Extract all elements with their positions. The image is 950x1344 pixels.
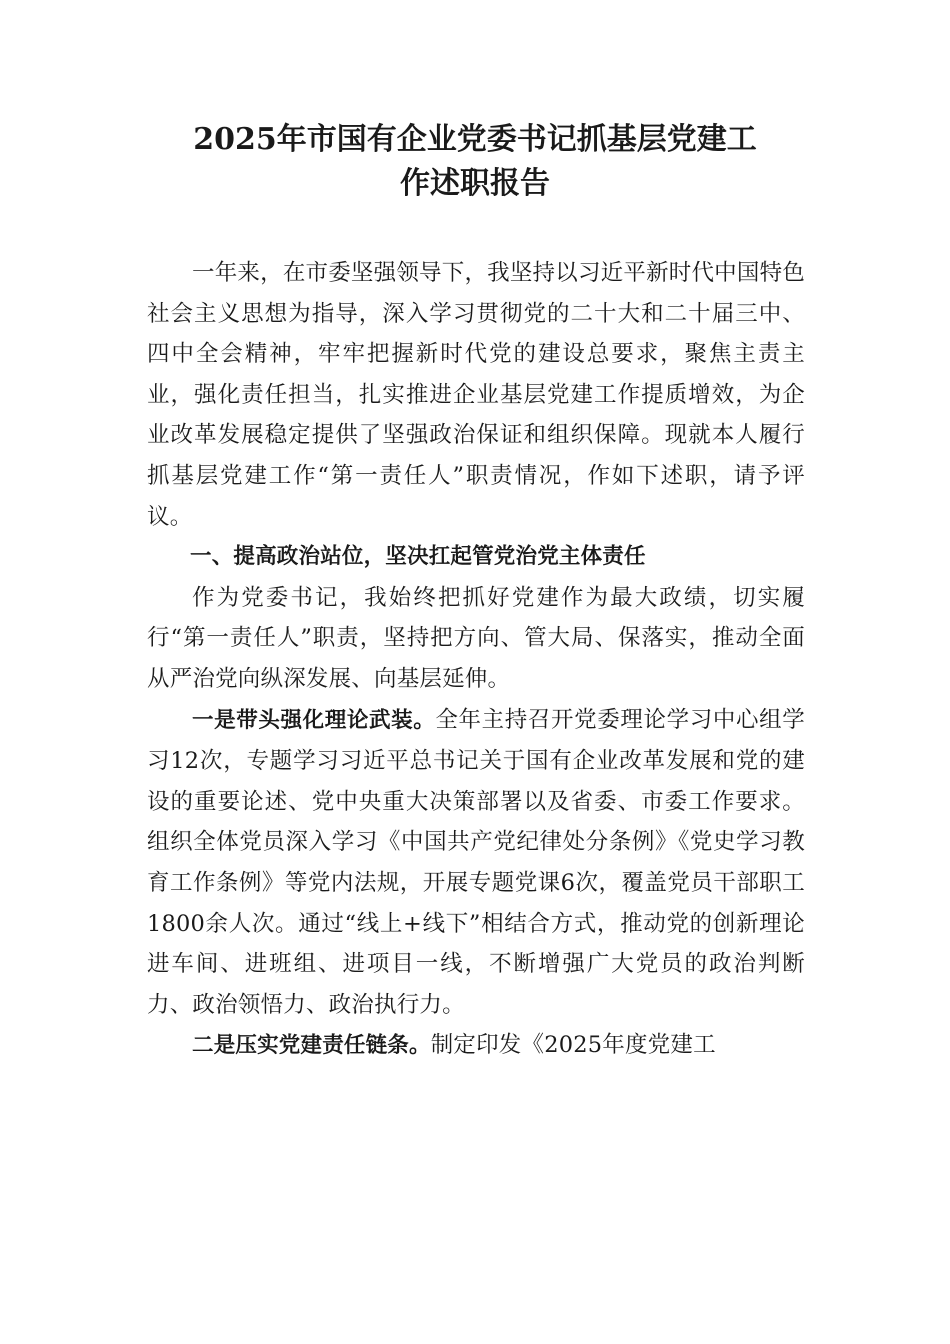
point-1-lead: 一是带头强化理论武装。 (192, 707, 436, 733)
point-2-text: 制定印发《2025年度党建工 (430, 1032, 716, 1059)
document-body (147, 253, 805, 1067)
intro-paragraph: 一年来，在市委坚强领导下，我坚持以习近平新时代中国特色社会主义思想为指导，深入学习贯彻党的二十大和二十届三中、四中全会精神，牢牢把握新时代党的建设总要求，聚焦主责主业，强化责任担当，扎实推进企业基层党建工作提质增效，为企业改革发展稳定提供了坚强政治保证和组织保障。现就本人履行抓基层党建工作“第一责任人”职责情况，作如下述职，请予评议。 (147, 260, 805, 530)
section-1-paragraph: 作为党委书记，我始终把抓好党建作为最大政绩，切实履行“第一责任人”职责，坚持把方向、管大局、保落实，推动全面从严治党向纵深发展、向基层延伸。 (147, 584, 805, 692)
point-2-paragraph (147, 1025, 805, 1067)
point-1-paragraph (147, 700, 805, 1026)
section-heading-1: 一、提高政治站位，坚决扛起管党治党主体责任 (190, 544, 646, 570)
point-1-text: 全年主持召开党委理论学习中心组学习12次，专题学习习近平总书记关于国有企业改革发展和党的建设的重要论述、党中央重大决策部署以及省委、市委工作要求。组织全体党员深入学习《中国共产党纪律处分条例》《党史学习教育工作条例》等党内法规，开展专题党课6次，覆盖党员干部职工1800余人次。通过“线上+线下”相结合方式，推动党的创新理论进车间、进班组、进项目一线，不断增强广大党员的政治判断力、政治领悟力、政治执行力。 (147, 706, 806, 1018)
title-line-1: 2025年市国有企业党委书记抓基层党建工 (193, 122, 757, 157)
title-line-2: 作述职报告 (400, 166, 550, 201)
document-title (140, 118, 810, 206)
point-2-lead: 二是压实党建责任链条。 (192, 1033, 431, 1059)
